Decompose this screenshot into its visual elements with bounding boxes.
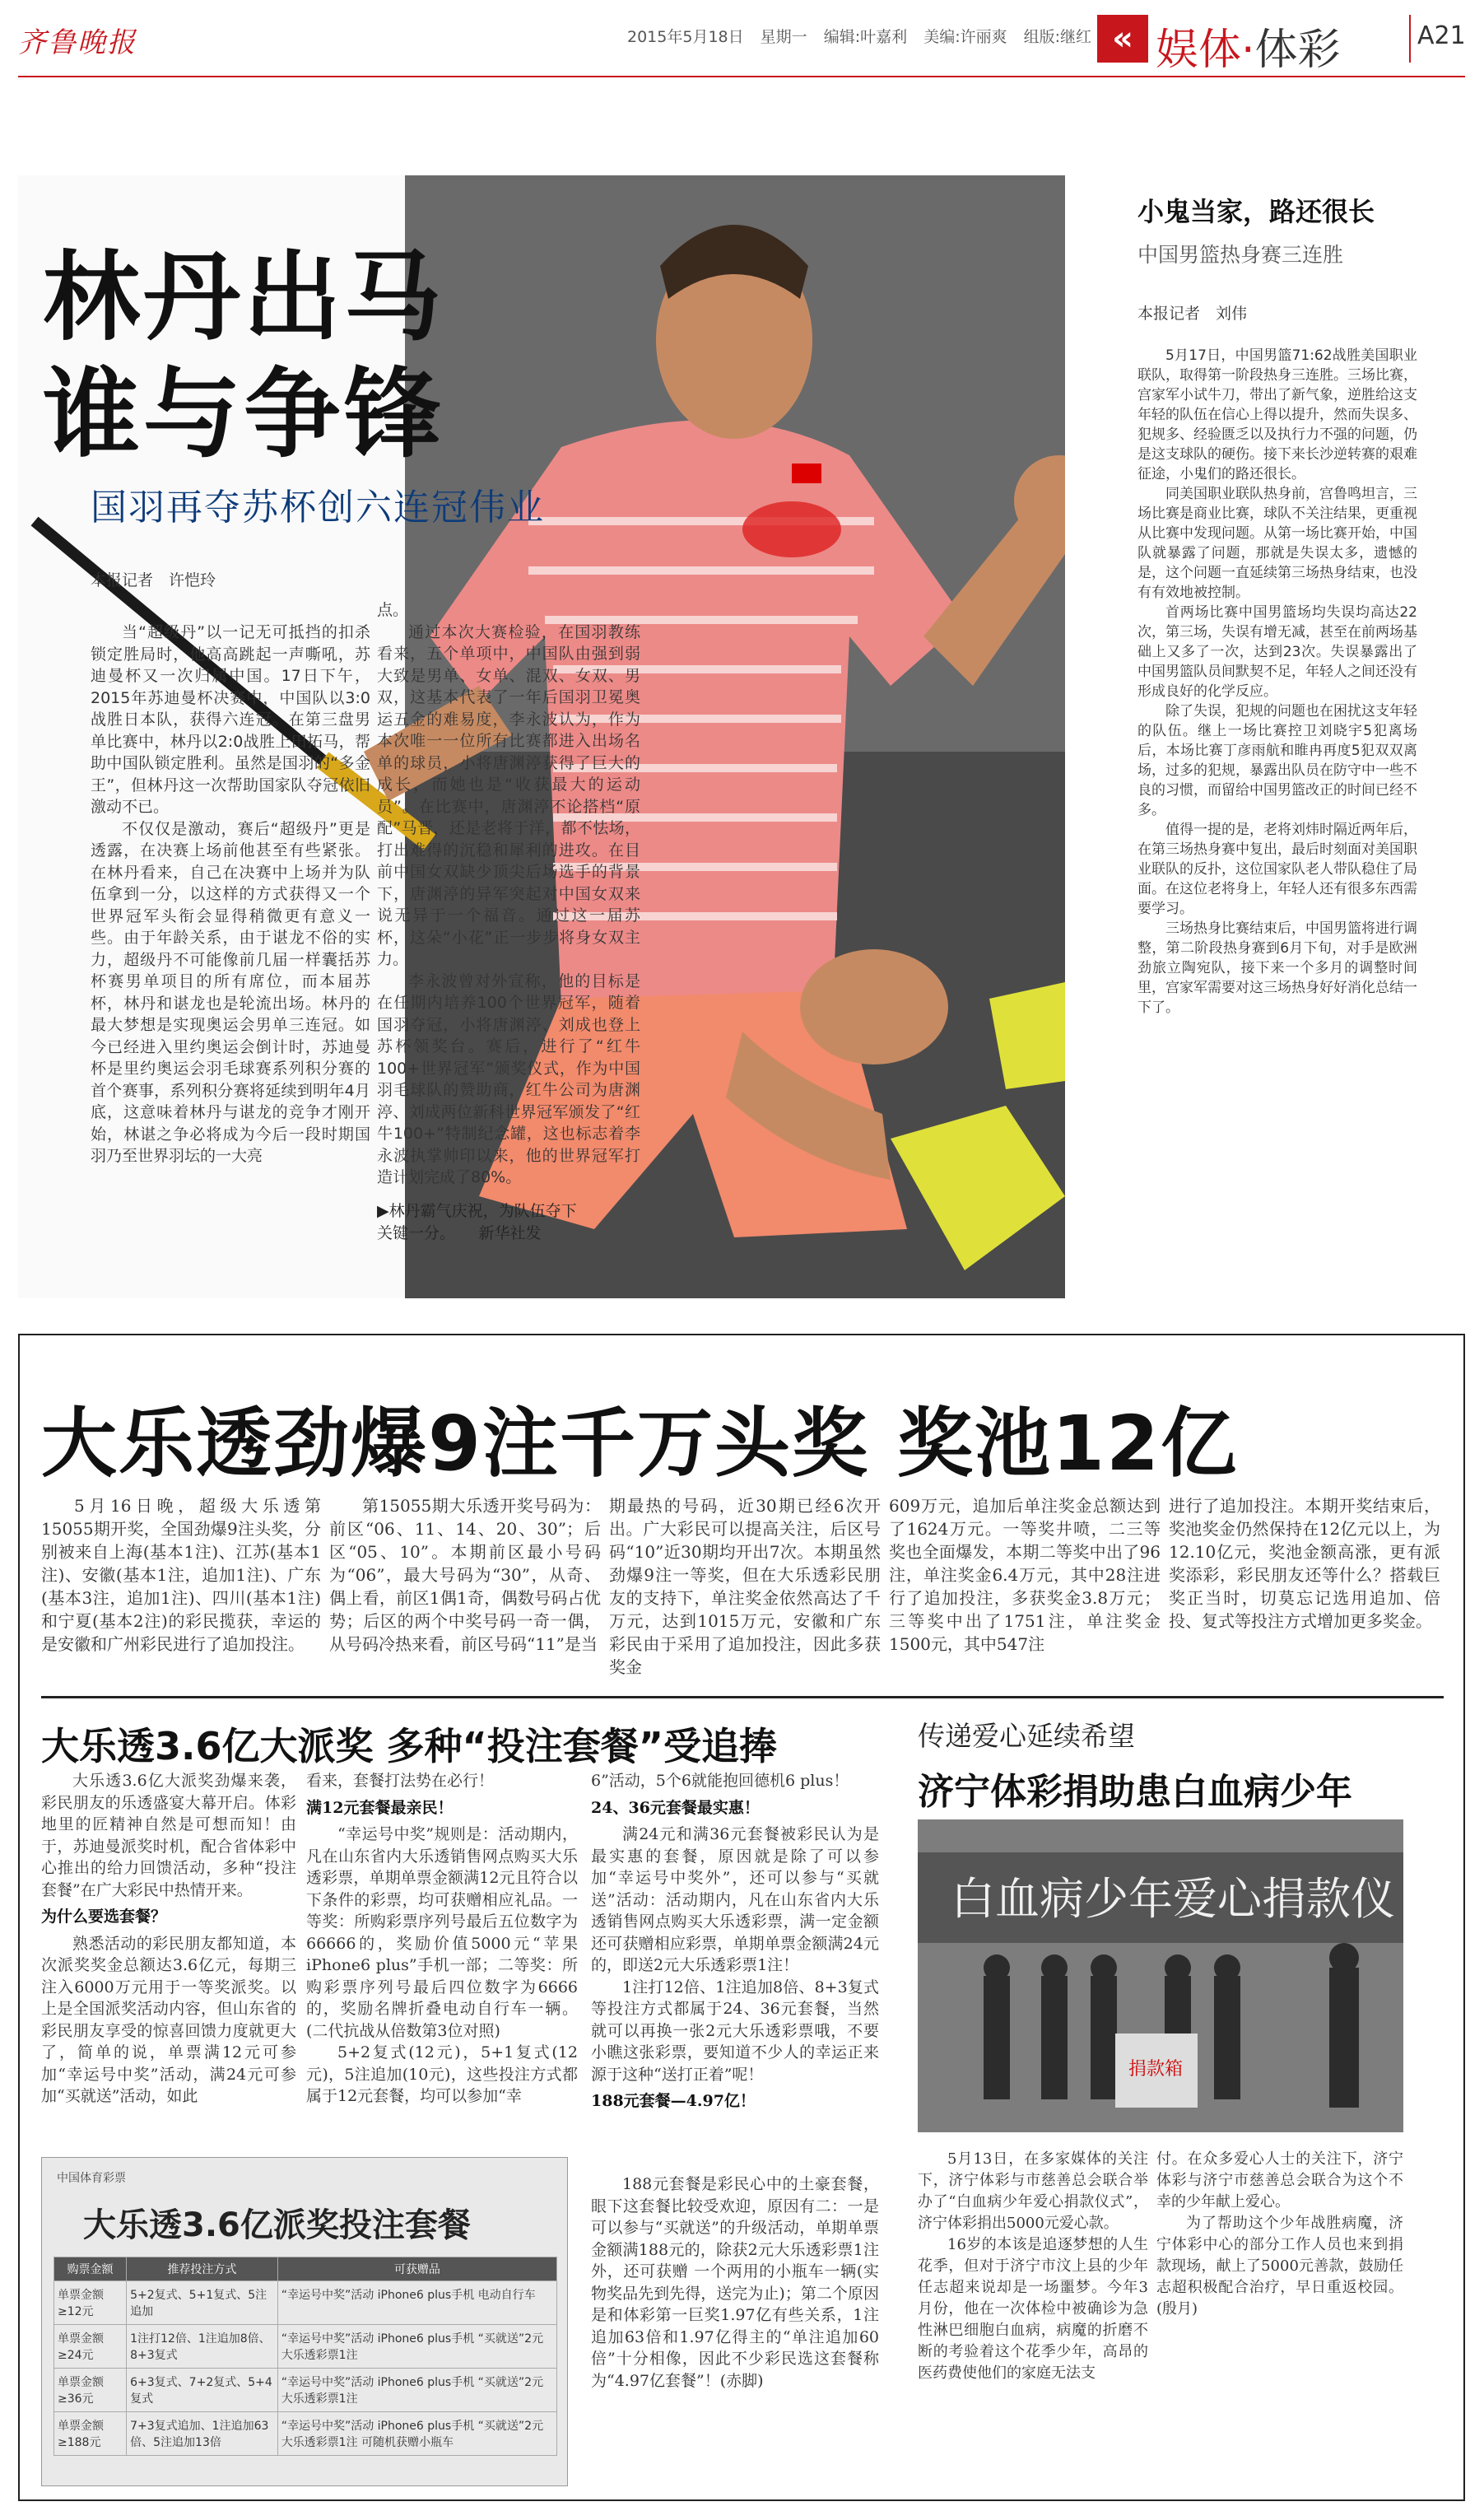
table-header: 可获赠品 (277, 2257, 556, 2281)
charity-kicker: 传递爱心延续希望 (918, 1720, 1135, 1752)
paragraph: 第15055期大乐透开奖号码为：前区“06、11、14、20、30”；后区“05、10”。本期前区最小号码为“06”，最大号码为“30”，从奇、偶上看，前区1偶1奇，偶数号码占优势；后区的两个中奖号码一奇一偶，从号码冷热来看，前区号码“11”是当 (329, 1496, 601, 1654)
paragraph: 5月17日，中国男篮71:62战胜美国职业联队，取得第一阶段热身三连胜。三场比赛，宫家军小试牛刀，带出了新气象，逆胜给这支年轻的队伍在信心上得以提升，然而失误多、犯规多、经验匮乏以及执行力不强的问题，仍是这支球队的硬伤。接下来长沙逆转赛的艰难征途，小鬼们的路还很长。 (1137, 347, 1417, 482)
paragraph: 点。 (377, 601, 409, 619)
subhead: 满12元套餐最亲民！ (306, 1798, 454, 1817)
masthead (0, 0, 1484, 74)
ad-package-box (41, 2157, 568, 2486)
lottery-column-1 (41, 1494, 321, 1684)
lottery-column-2 (329, 1494, 601, 1684)
side-story-body (1137, 346, 1417, 1301)
paragraph: 付。在众多爱心人士的关注下，济宁体彩与济宁市慈善总会联合为这个不幸的少年献上爱心。 (1156, 2150, 1403, 2211)
table-cell: 单票金额≥36元 (54, 2369, 127, 2412)
ad-article-column-1 (41, 1770, 296, 2149)
paragraph: 首两场比赛中国男篮场均失误均高达22次，第三场，失误有增无减，甚至在前两场基础上又多了一次，达到23次。失误暴露出了中国男篮队员间默契不足，年轻人之间还没有形成良好的化学反应。 (1137, 604, 1417, 700)
paragraph: 609万元，追加后单注奖金总额达到了1624万元。一等奖井喷，二三等奖也全面爆发，本期二等奖中出了96注，单注奖金6.4万元，其中28注进行了追加投注，多获奖金3.8万元；三等奖中出了1751注，单注奖金1500元，其中547注 (889, 1496, 1161, 1654)
feature-headline (43, 239, 444, 473)
table-row (54, 2325, 557, 2369)
paragraph: 6”活动，5个6就能抱回德机6 plus！ (591, 1772, 849, 1790)
layout-credit: 组版:继红 (1023, 28, 1092, 46)
paragraph: 值得一提的是，老将刘炜时隔近两年后，在第三场热身赛中复出，最后时刻面对美国职业联队的反扑，这位国家队老人带队稳住了局面。在这位老将身上，年轻人还有很多东西需要学习。 (1137, 822, 1417, 917)
charity-headline: 济宁体彩捐助患白血病少年 (918, 1771, 1352, 1813)
photo-caption (377, 1199, 577, 1243)
table-cell: “幸运号中奖”活动 iPhone6 plus手机 “买就送”2元大乐透彩票1注 (277, 2325, 556, 2369)
lottery-divider (41, 1696, 1444, 1698)
donation-box-text: 捐款箱 (1128, 2059, 1184, 2080)
lottery-column-4 (889, 1494, 1161, 1684)
side-story-subtitle: 中国男篮热身赛三连胜 (1137, 243, 1344, 267)
lottery-column-3 (609, 1494, 881, 1684)
table-header: 推荐投注方式 (127, 2257, 278, 2281)
banner-text: 白血病少年爱心捐款仪 (951, 1873, 1395, 1925)
feature-column-1 (91, 622, 370, 1305)
issue-date: 2015年5月18日 (627, 28, 744, 46)
paragraph: 188元套餐是彩民心中的土豪套餐，眼下这套餐比较受欢迎，原因有二：一是可以参与“买就送”的升级活动，单期单票金额满188元的，除获2元大乐透彩票1注外，还可获赠 一个两用的小瓶车一辆(实物奖品先到先得，送完为止)；第二个原因是和体彩第一巨奖1.97亿有些关系，1注追加63倍和1.97亿得主的“单注追加60倍”十分相像，因此不少彩民选这套餐称为“4.97亿套餐”！(赤脚) (591, 2175, 879, 2390)
paragraph: 5月16日晚，超级大乐透第15055期开奖，全国劲爆9注头奖，分别被来自上海(基本1注)、江苏(基本1注)、安徽(基本1注，追加1注)、广东(基本3注，追加1注)、四川(基本1注)和宁夏(基本2注)的彩民揽获，幸运的是安徽和广州彩民进行了追加投注。 (41, 1496, 321, 1654)
subhead: 为什么要选套餐？ (41, 1908, 167, 1926)
section-title (1156, 15, 1341, 77)
charity-photo (918, 1819, 1403, 2132)
table-cell: 单票金额≥24元 (54, 2325, 127, 2369)
headline-line-1: 林丹出马 (43, 240, 445, 354)
ceremony-photo-illustration (918, 1819, 1403, 2132)
paragraph: 进行了追加投注。本期开奖结束后，奖池奖金仍然保持在12亿元以上，为12.10亿元，奖池金额高涨，更有派奖添彩，彩民朋友还等什么？搭载巨奖正当时，切莫忘记选用追加、倍投、复式等投注方式增加更多奖金。 (1169, 1496, 1440, 1631)
paragraph: 不仅仅是激动，赛后“超级丹”更是透露，在决赛上场前他甚至有些紧张。在林丹看来，自己在决赛中上场并为队伍拿到一分，以这样的方式获得又一个世界冠军头衔会显得稍微更有意义一些。由于年龄关系，由于谌龙不俗的实力，超级丹不可能像前几届一样囊括苏杯赛男单项目的所有席位，而本届苏杯，林丹和谌龙也是轮流出场。林丹的最大梦想是实现奥运会男单三连冠。如今已经进入里约奥运会倒计时，苏迪曼杯是里约奥运会羽毛球赛系列积分赛的首个赛事，系列积分赛将延续到明年4月底，这意味着林丹与谌龙的竞争才刚开始，林谌之争必将成为今后一段时期国羽乃至世界羽坛的一大亮 (91, 819, 370, 1165)
paragraph: 李永波曾对外宣称，他的目标是在任期内培养100个世界冠军，随着国羽夺冠，小将唐渊渟、刘成也登上苏杯领奖台。赛后，进行了“红牛100+世界冠军”颁奖仪式，作为中国羽毛球队的赞助商，红牛公司为唐渊渟、刘成两位新科世界冠军颁发了“红牛100+”特制纪念罐，这也标志着李永波执掌帅印以来，他的世界冠军打造计划完成了80%。 (377, 971, 640, 1186)
table-cell: “幸运号中奖”活动 iPhone6 plus手机 电动自行车 (277, 2281, 556, 2325)
page-number: A21 (1417, 21, 1466, 50)
charity-column-2 (1156, 2149, 1403, 2486)
table-header: 购票金额 (54, 2257, 127, 2281)
table-header-row (54, 2257, 557, 2281)
side-story-byline: 本报记者 刘伟 (1137, 305, 1248, 323)
feature-byline: 本报记者 许恺玲 (91, 571, 216, 589)
paragraph: 除了失误，犯规的问题也在困扰这支年轻的队伍。继上一场比赛控卫刘晓宇5犯离场后，本场比赛丁彦雨航和睢冉再度5犯双双离场，过多的犯规，暴露出队员在防守中一些不良的习惯，而留给中国男篮改正的时间已经不多。 (1137, 703, 1417, 818)
paragraph: 5月13日，在多家媒体的关注下，济宁体彩与市慈善总会联合举办了“白血病少年爱心捐款仪式”，济宁体彩捐出5000元爱心款。 (918, 2150, 1148, 2232)
lottery-column-5 (1169, 1494, 1440, 1684)
table-row (54, 2412, 557, 2456)
ad-article-column-2 (306, 1770, 578, 2157)
paragraph: 同美国职业联队热身前，宫鲁鸣坦言，三场比赛是商业比赛，球队不关注结果，更重视从比赛中发现问题。从第一场比赛开始，中国队就暴露了问题，那就是失误太多，遗憾的是，这个问题一直延续第三场热身结束，也没有有效地被控制。 (1137, 486, 1417, 601)
lottery-headline: 大乐透劲爆9注千万头奖 奖池12亿 (41, 1400, 1239, 1488)
table-cell: “幸运号中奖”活动 iPhone6 plus手机 “买就送”2元大乐透彩票1注 可随机获赠小瓶车 (277, 2412, 556, 2456)
charity-column-1 (918, 2149, 1148, 2486)
caption-line-2: 关键一分。 新华社发 (377, 1224, 542, 1242)
table-cell: 单票金额≥12元 (54, 2281, 127, 2325)
section-main: 娱体 (1156, 26, 1242, 75)
table-row (54, 2369, 557, 2412)
ad-article-column-4 (591, 2173, 879, 2486)
table-row (54, 2281, 557, 2325)
section-sub: 体彩 (1254, 26, 1341, 75)
table-cell: “幸运号中奖”活动 iPhone6 plus手机 “买就送”2元大乐透彩票1注 (277, 2369, 556, 2412)
paragraph: 大乐透3.6亿大派奖劲爆来袭，彩民朋友的乐透盛宴大幕开启。体彩地里的匠精神自然是可想而知！由于，苏迪曼派奖时机，配合省体彩中心推出的给力回馈活动，多种“投注套餐”在广大彩民中热情开来。 (41, 1772, 296, 1899)
ad-article-headline: 大乐透3.6亿大派奖 多种“投注套餐”受追捧 (41, 1724, 777, 1768)
package-table (53, 2257, 557, 2456)
feature-column-2 (377, 599, 640, 1200)
paragraph: “幸运号中奖”规则是：活动期内，凡在山东省内大乐透销售网点购买大乐透彩票，单期单票金额满12元且符合以下条件的彩票，均可获赠相应礼品。一等奖：所购彩票序列号最后五位数字为66666的，奖励价值5000元“苹果iPhone6 plus”手机一部；二等奖：所购彩票序列号最后四位数字为6666的，奖励名牌折叠电动自行车一辆。(二代抗战从倍数第3位对照) (306, 1825, 578, 2040)
newspaper-logo: 齐鲁晚报 (18, 26, 137, 59)
table-cell: 5+2复式、5+1复式、5注追加 (127, 2281, 278, 2325)
editor-credit: 编辑:叶嘉利 (823, 28, 908, 46)
paragraph: 三场热身比赛结束后，中国男篮将进行调整，第二阶段热身赛到6月下旬，对手是欧洲劲旅立陶宛队，接下来一个多月的调整时间里，宫家军需要对这三场热身好好消化总结一下了。 (1137, 920, 1417, 1016)
paragraph: 16岁的本该是追逐梦想的人生花季，但对于济宁市汶上县的少年任志超来说却是一场噩梦。今年3月份，他在一次体检中被确诊为急性淋巴细胞白血病，病魔的折磨不断的考验着这个花季少年，高昂的医药费使他们的家庭无法支 (918, 2236, 1148, 2382)
paragraph: 1注打12倍、1注追加8倍、8+3复式等投注方式都属于24、36元套餐，当然就可以再换一张2元大乐透彩票哦，不要小瞧这张彩票，要知道不少人的幸运正来源于这种“送打正着”呢！ (591, 1978, 879, 2084)
subhead: 24、36元套餐最实惠！ (591, 1798, 760, 1817)
paragraph: 通过本次大赛检验，在国羽教练看来，五个单项中，中国队由强到弱大致是男单、女单、混双、女双、男双，这基本代表了一年后国羽卫冕奥运五金的难易度，李永波认为，作为本次唯一一位所有比赛都进入出场名单的球员，小将唐渊渟获得了巨大的成长，而她也是“收获最大的运动员”。在比赛中，唐渊渟不论搭档“原配”马晋，还是老将于洋，都不怯场，打出难得的沉稳和犀利的进攻。在目前中国女双缺少顶尖后场选手的背景下，唐渊渟的异军突起对中国女双来说无异于一个福音。通过这一届苏杯，这朵“小花”正一步步将身女双主力。 (377, 622, 640, 968)
paragraph: 期最热的号码，近30期已经6次开出。广大彩民可以提高关注，后区号码“10”近30期均开出7次。本期虽然劲爆9注一等奖，但在大乐透彩民朋友的支持下，单注奖金依然高达了千万元，达到1015万元，安徽和广东彩民由于采用了追加投注，因此多获奖金 (609, 1496, 881, 1677)
issue-meta (627, 25, 1103, 47)
table-cell: 1注打12倍、1注追加8倍、8+3复式 (127, 2325, 278, 2369)
paragraph: 5+2复式(12元)，5+1复式(12元)，5注追加(10元)，这些投注方式都属于12元套餐，均可以参加“幸 (306, 2043, 578, 2105)
chevron-left-icon: « (1097, 15, 1148, 63)
section-dot: · (1241, 26, 1255, 75)
lottery-logo: 中国体育彩票 (57, 2172, 126, 2185)
paragraph: 当“超级丹”以一记无可抵挡的扣杀锁定胜局时，他高高跳起一声嘶吼，苏迪曼杯又一次归属中国。17日下午，2015年苏迪曼杯决赛中，中国队以3:0战胜日本队，获得六连冠。在第三盘男单比赛中，林丹以2:0战胜上田拓马，帮助中国队锁定胜利。虽然是国羽的“多金王”，但林丹这一次帮助国家队夺冠依旧激动不已。 (91, 623, 370, 816)
paragraph: 为了帮助这个少年战胜病魔，济宁体彩中心的部分工作人员也来到捐款现场，献上了5000元善款，鼓励任志超积极配合治疗，早日重返校园。(殷月) (1156, 2215, 1403, 2318)
masthead-divider (1409, 15, 1411, 63)
headline-line-2: 谁与争锋 (43, 357, 445, 471)
side-story-title: 小鬼当家，路还很长 (1137, 196, 1375, 227)
table-cell: 单票金额≥188元 (54, 2412, 127, 2456)
masthead-rule (18, 76, 1465, 77)
ad-box-title: 大乐透3.6亿派奖投注套餐 (83, 2206, 471, 2244)
art-credit: 美编:许丽爽 (923, 28, 1007, 46)
paragraph: 熟悉活动的彩民朋友都知道，本次派奖奖金总额达3.6亿元，每期三注入6000万元用于一等奖派奖。以上是全国派奖活动内容，但山东省的彩民朋友享受的惊喜回馈力度就更大了，简单的说，单票满12元可参加“幸运号中奖”活动，满24元可参加“买就送”活动，如此 (41, 1934, 296, 2105)
subhead: 188元套餐—4.97亿！ (591, 2092, 756, 2110)
ad-article-column-3 (591, 1770, 879, 2157)
table-cell: 6+3复式、7+2复式、5+4复式 (127, 2369, 278, 2412)
paragraph: 看来，套餐打法势在必行！ (306, 1772, 495, 1790)
table-cell: 7+3复式追加、1注追加63倍、5注追加13倍 (127, 2412, 278, 2456)
issue-weekday: 星期一 (760, 28, 807, 46)
paragraph: 满24元和满36元套餐被彩民认为是最实惠的套餐，原因就是除了可以参加“幸运号中奖外”，还可以参与“买就送”活动：活动期内，凡在山东省内大乐透销售网点购买大乐透彩票，满一定金额还可获赠相应彩票，单期单票金额满24元的，即送2元大乐透彩票1注！ (591, 1825, 879, 1974)
caption-line-1: ▶林丹霸气庆祝，为队伍夺下 (377, 1202, 577, 1220)
feature-subheadline: 国羽再夺苏杯创六连冠伟业 (91, 487, 545, 529)
